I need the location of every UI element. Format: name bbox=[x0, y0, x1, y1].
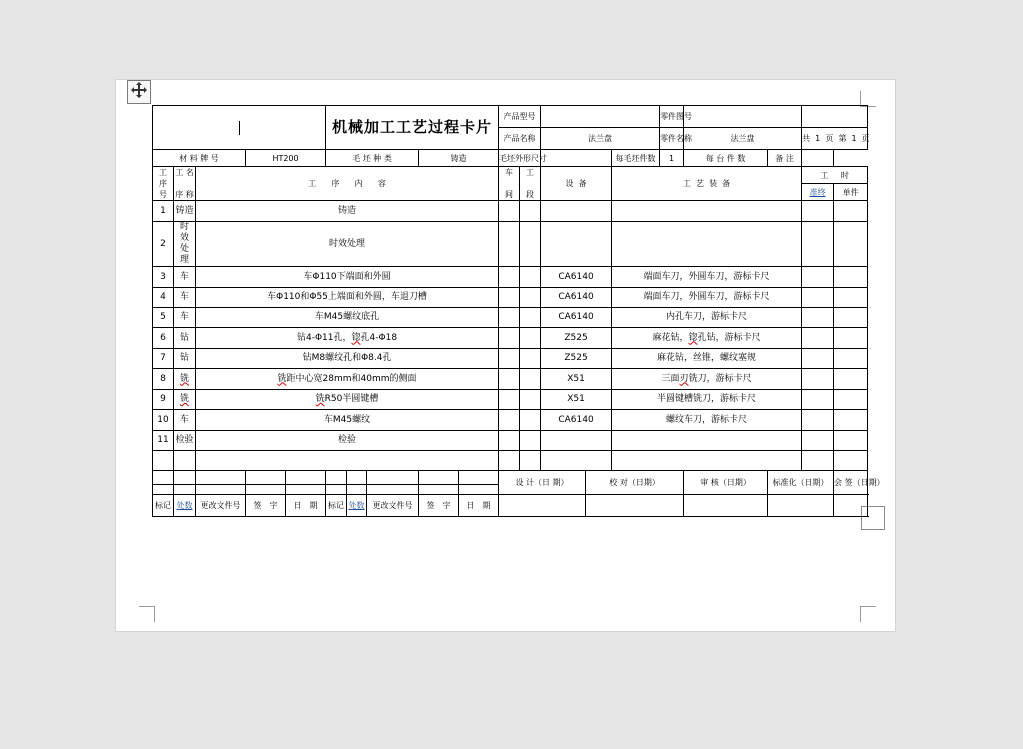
op-workshop[interactable] bbox=[499, 328, 520, 349]
op-section[interactable] bbox=[520, 267, 541, 288]
table-row bbox=[153, 328, 868, 349]
table-row bbox=[153, 369, 868, 390]
part-name-value[interactable]: 法兰盘 bbox=[684, 128, 802, 150]
op-workshop[interactable] bbox=[499, 288, 520, 308]
op-workshop[interactable] bbox=[499, 369, 520, 390]
table-move-handle[interactable] bbox=[127, 80, 151, 104]
op-time-final[interactable] bbox=[802, 308, 834, 328]
op-section[interactable] bbox=[520, 288, 541, 308]
op-tooling[interactable]: 螺纹车刀，游标卡尺 bbox=[612, 410, 802, 431]
product-name-value[interactable]: 法兰盘 bbox=[541, 128, 660, 150]
empty-cell[interactable] bbox=[174, 451, 196, 471]
sign-blank[interactable] bbox=[286, 485, 326, 495]
sign-blank[interactable] bbox=[367, 471, 419, 485]
op-equipment[interactable] bbox=[541, 201, 612, 222]
empty-cell[interactable] bbox=[153, 451, 174, 471]
op-time-unit[interactable] bbox=[834, 410, 868, 431]
empty-cell[interactable] bbox=[520, 451, 541, 471]
sign-blank[interactable] bbox=[326, 471, 347, 485]
table-row-empty bbox=[153, 451, 868, 471]
op-equipment[interactable] bbox=[541, 222, 612, 267]
op-time-unit[interactable] bbox=[834, 390, 868, 410]
op-content[interactable]: 铣距中心宽28mm和40mm的侧面 bbox=[196, 369, 499, 390]
sign-blank[interactable] bbox=[326, 485, 347, 495]
op-workshop[interactable] bbox=[499, 201, 520, 222]
table-row bbox=[153, 431, 868, 451]
op-no: 1 bbox=[153, 201, 174, 222]
op-no: 6 bbox=[153, 328, 174, 349]
product-model-label: 产品型号 bbox=[499, 106, 541, 128]
op-workshop[interactable] bbox=[499, 431, 520, 451]
op-name: 车 bbox=[174, 410, 196, 431]
per-unit-label: 每 台 件 数 bbox=[684, 150, 768, 167]
op-content[interactable]: 铸造 bbox=[196, 201, 499, 222]
op-time-unit[interactable] bbox=[834, 431, 868, 451]
product-model-value[interactable] bbox=[541, 106, 660, 128]
op-name: 铸造 bbox=[174, 201, 196, 222]
op-time-final[interactable] bbox=[802, 328, 834, 349]
total-unit: 页 bbox=[825, 134, 834, 143]
op-name: 铣 bbox=[174, 390, 196, 410]
table-row bbox=[153, 201, 868, 222]
op-tooling[interactable]: 麻花钻，锪孔钻，游标卡尺 bbox=[612, 328, 802, 349]
sign-label-signature: 签 字 bbox=[419, 495, 459, 517]
op-name: 车 bbox=[174, 288, 196, 308]
op-content[interactable]: 铣R50半圆键槽 bbox=[196, 390, 499, 410]
op-time-final[interactable] bbox=[802, 431, 834, 451]
op-content[interactable]: 钻M8螺纹孔和Φ8.4孔 bbox=[196, 349, 499, 369]
op-section[interactable] bbox=[520, 390, 541, 410]
page-label: 第 bbox=[838, 134, 847, 143]
op-equipment[interactable]: CA6140 bbox=[541, 410, 612, 431]
col-op-no: 工 序 号 bbox=[153, 167, 174, 201]
total-pages: 1 bbox=[815, 134, 821, 143]
sign-blank[interactable] bbox=[196, 471, 246, 485]
col-equipment: 设 备 bbox=[541, 167, 612, 201]
op-name: 车 bbox=[174, 267, 196, 288]
op-no: 3 bbox=[153, 267, 174, 288]
standardize-date-value[interactable] bbox=[768, 495, 834, 517]
op-time-unit[interactable] bbox=[834, 369, 868, 390]
op-time-unit[interactable] bbox=[834, 349, 868, 369]
blank-type-label: 毛 坯 种 类 bbox=[326, 150, 419, 167]
sign-blank[interactable] bbox=[347, 485, 367, 495]
op-section[interactable] bbox=[520, 328, 541, 349]
op-no: 10 bbox=[153, 410, 174, 431]
header-spare-cell[interactable] bbox=[802, 106, 868, 128]
op-no: 11 bbox=[153, 431, 174, 451]
op-tooling[interactable]: 内孔车刀，游标卡尺 bbox=[612, 308, 802, 328]
sign-blank[interactable] bbox=[419, 485, 459, 495]
per-blank-label: 每毛坯件数 bbox=[612, 150, 660, 167]
op-time-unit[interactable] bbox=[834, 308, 868, 328]
col-op-name: 工 名 序 称 bbox=[175, 168, 194, 199]
sign-blank[interactable] bbox=[367, 485, 419, 495]
remark-value[interactable] bbox=[802, 150, 834, 167]
op-equipment[interactable]: Z525 bbox=[541, 328, 612, 349]
op-workshop[interactable] bbox=[499, 349, 520, 369]
col-time-unit: 单件 bbox=[834, 184, 868, 201]
op-no: 9 bbox=[153, 390, 174, 410]
op-section[interactable] bbox=[520, 349, 541, 369]
standardize-date-label: 标准化（日期） bbox=[768, 471, 834, 495]
sign-label-change-doc: 更改文件号 bbox=[196, 495, 246, 517]
countersign-date-value[interactable] bbox=[834, 495, 868, 517]
card-title: 机械加工工艺过程卡片 bbox=[326, 106, 499, 150]
col-section: 工 段 bbox=[520, 167, 541, 201]
op-section[interactable] bbox=[520, 308, 541, 328]
op-section[interactable] bbox=[520, 201, 541, 222]
op-content[interactable]: 车M45螺纹 bbox=[196, 410, 499, 431]
empty-cell[interactable] bbox=[612, 451, 802, 471]
op-time-unit[interactable] bbox=[834, 288, 868, 308]
op-section[interactable] bbox=[520, 222, 541, 267]
op-content[interactable]: 车M45螺纹底孔 bbox=[196, 308, 499, 328]
op-content[interactable]: 时效处理 bbox=[196, 222, 499, 267]
table-row bbox=[153, 410, 868, 431]
col-content: 工 序 内 容 bbox=[196, 167, 499, 201]
blank-size-label: 毛坯外形尺寸 bbox=[499, 150, 541, 167]
per-blank-value[interactable]: 1 bbox=[660, 150, 684, 167]
table-row bbox=[153, 288, 868, 308]
review-date-value[interactable] bbox=[684, 495, 768, 517]
blank-size-value[interactable] bbox=[541, 150, 612, 167]
crop-mark-bottom-right bbox=[860, 606, 876, 622]
sign-label-date: 日 期 bbox=[459, 495, 499, 517]
part-drawing-value[interactable] bbox=[684, 106, 802, 128]
col-time: 工 时 bbox=[802, 167, 868, 184]
op-time-final[interactable] bbox=[802, 349, 834, 369]
table-row bbox=[153, 267, 868, 288]
text-cursor bbox=[239, 121, 240, 135]
move-arrows-icon bbox=[130, 81, 148, 103]
proofread-date-value[interactable] bbox=[586, 495, 684, 517]
sign-blank[interactable] bbox=[459, 471, 499, 485]
logo-cell[interactable] bbox=[153, 106, 326, 150]
op-workshop[interactable] bbox=[499, 410, 520, 431]
part-drawing-label: 零件图号 bbox=[660, 106, 684, 128]
sign-label-count: 处数 bbox=[347, 495, 367, 517]
op-section[interactable] bbox=[520, 369, 541, 390]
process-card-table bbox=[152, 105, 885, 517]
page-unit: 页 bbox=[861, 134, 870, 143]
sign-blank[interactable] bbox=[246, 471, 286, 485]
op-name: 钻 bbox=[174, 328, 196, 349]
sign-label-mark: 标记 bbox=[326, 495, 347, 517]
design-date-value[interactable] bbox=[499, 495, 586, 517]
sign-blank[interactable] bbox=[459, 485, 499, 495]
table-row bbox=[153, 222, 868, 267]
product-name-label: 产品名称 bbox=[499, 128, 541, 150]
op-name: 铣 bbox=[174, 369, 196, 390]
op-no: 2 bbox=[153, 222, 174, 267]
proofread-date-label: 校 对（日期） bbox=[586, 471, 684, 495]
sign-label-date: 日 期 bbox=[286, 495, 326, 517]
op-time-final[interactable] bbox=[802, 201, 834, 222]
op-tooling[interactable]: 端面车刀，外圆车刀，游标卡尺 bbox=[612, 288, 802, 308]
op-content[interactable]: 车Φ110下端面和外圆 bbox=[196, 267, 499, 288]
op-no: 4 bbox=[153, 288, 174, 308]
op-time-final[interactable] bbox=[802, 222, 834, 267]
remark-label: 备 注 bbox=[768, 150, 802, 167]
op-content[interactable]: 检验 bbox=[196, 431, 499, 451]
op-time-final[interactable] bbox=[802, 410, 834, 431]
sign-label-signature: 签 字 bbox=[246, 495, 286, 517]
table-row bbox=[153, 308, 868, 328]
sign-blank[interactable] bbox=[246, 485, 286, 495]
op-no: 5 bbox=[153, 308, 174, 328]
op-equipment[interactable]: X51 bbox=[541, 390, 612, 410]
sign-blank[interactable] bbox=[153, 471, 174, 485]
page-number: 1 bbox=[851, 134, 857, 143]
sign-blank[interactable] bbox=[174, 485, 196, 495]
col-time-final: 准终 bbox=[802, 184, 834, 201]
op-workshop[interactable] bbox=[499, 308, 520, 328]
op-workshop[interactable] bbox=[499, 267, 520, 288]
op-tooling[interactable] bbox=[612, 201, 802, 222]
op-section[interactable] bbox=[520, 410, 541, 431]
op-name: 检验 bbox=[174, 431, 196, 451]
op-section[interactable] bbox=[520, 431, 541, 451]
op-time-final[interactable] bbox=[802, 390, 834, 410]
sign-label-count: 处数 bbox=[174, 495, 196, 517]
op-no: 8 bbox=[153, 369, 174, 390]
op-content[interactable]: 钻4-Φ11孔，锪孔4-Φ18 bbox=[196, 328, 499, 349]
op-time-unit[interactable] bbox=[834, 201, 868, 222]
sign-blank[interactable] bbox=[286, 471, 326, 485]
op-tooling[interactable]: 三面刃铣刀，游标卡尺 bbox=[612, 369, 802, 390]
op-time-unit[interactable] bbox=[834, 222, 868, 267]
sign-blank[interactable] bbox=[196, 485, 246, 495]
op-tooling[interactable]: 半圆键槽铣刀，游标卡尺 bbox=[612, 390, 802, 410]
sign-blank[interactable] bbox=[153, 485, 174, 495]
total-label: 共 bbox=[802, 134, 811, 143]
op-time-final[interactable] bbox=[802, 288, 834, 308]
empty-cell[interactable] bbox=[834, 451, 868, 471]
op-time-unit[interactable] bbox=[834, 267, 868, 288]
material-label: 材 料 牌 号 bbox=[153, 150, 246, 167]
op-equipment[interactable]: X51 bbox=[541, 369, 612, 390]
op-workshop[interactable] bbox=[499, 390, 520, 410]
blank-type-value[interactable]: 铸造 bbox=[419, 150, 499, 167]
material-value[interactable]: HT200 bbox=[246, 150, 326, 167]
op-workshop[interactable] bbox=[499, 222, 520, 267]
op-equipment[interactable]: CA6140 bbox=[541, 288, 612, 308]
empty-cell[interactable] bbox=[541, 451, 612, 471]
empty-cell[interactable] bbox=[802, 451, 834, 471]
op-tooling[interactable]: 端面车刀，外圆车刀，游标卡尺 bbox=[612, 267, 802, 288]
op-tooling[interactable]: 麻花钻，丝锥，螺纹塞规 bbox=[612, 349, 802, 369]
col-workshop: 车 间 bbox=[499, 167, 520, 201]
op-equipment[interactable]: CA6140 bbox=[541, 267, 612, 288]
table-row bbox=[153, 349, 868, 369]
col-tooling: 工 艺 装 备 bbox=[612, 167, 802, 201]
op-no: 7 bbox=[153, 349, 174, 369]
sign-label-mark: 标记 bbox=[153, 495, 174, 517]
design-date-label: 设 计（日 期） bbox=[499, 471, 586, 495]
sign-blank[interactable] bbox=[419, 471, 459, 485]
crop-mark-bottom-left bbox=[139, 606, 155, 622]
sign-blank[interactable] bbox=[347, 471, 367, 485]
op-time-unit[interactable] bbox=[834, 328, 868, 349]
op-name: 时效处理 bbox=[174, 222, 196, 267]
op-name: 钻 bbox=[174, 349, 196, 369]
op-tooling[interactable] bbox=[612, 431, 802, 451]
countersign-date-label: 会 签（日期） bbox=[834, 471, 868, 495]
op-equipment[interactable]: CA6140 bbox=[541, 308, 612, 328]
table-row bbox=[153, 390, 868, 410]
op-equipment[interactable] bbox=[541, 431, 612, 451]
op-name: 车 bbox=[174, 308, 196, 328]
sign-label-change-doc: 更改文件号 bbox=[367, 495, 419, 517]
op-time-final[interactable] bbox=[802, 267, 834, 288]
empty-cell[interactable] bbox=[499, 451, 520, 471]
op-tooling[interactable] bbox=[612, 222, 802, 267]
part-name-label: 零件名称 bbox=[660, 128, 684, 150]
op-content[interactable]: 车Φ110和Φ55上端面和外圆，车退刀槽 bbox=[196, 288, 499, 308]
op-equipment[interactable]: Z525 bbox=[541, 349, 612, 369]
review-date-label: 审 核（日期） bbox=[684, 471, 768, 495]
page-count-cell bbox=[802, 128, 868, 150]
sign-blank[interactable] bbox=[174, 471, 196, 485]
empty-cell[interactable] bbox=[196, 451, 499, 471]
op-time-final[interactable] bbox=[802, 369, 834, 390]
